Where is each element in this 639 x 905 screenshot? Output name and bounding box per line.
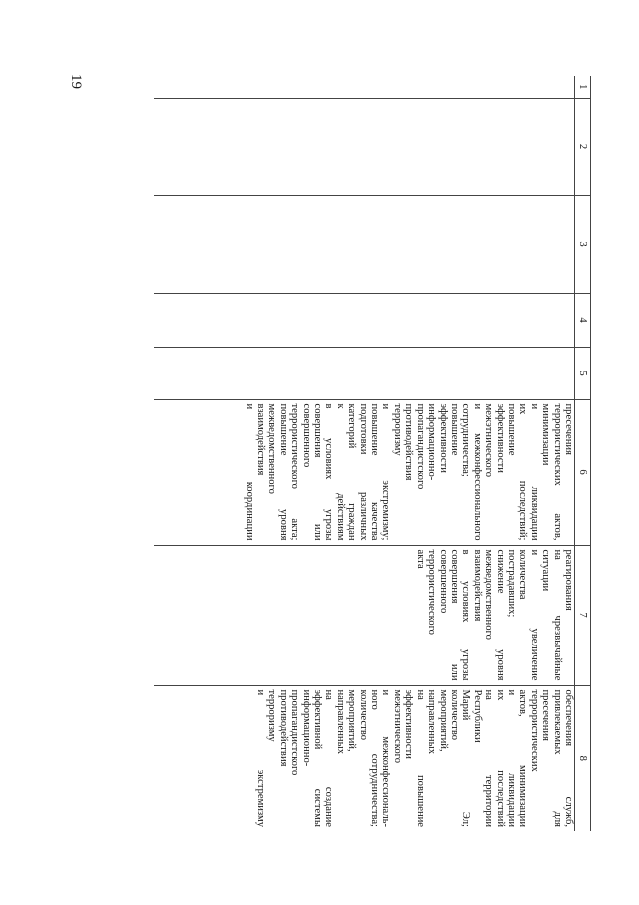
- cell-text-line: эффективной системы: [312, 689, 324, 827]
- cell-text-line: Марий Эл;: [460, 689, 472, 827]
- column-number-6: 6: [575, 399, 591, 545]
- cell-text-line: на чрезвычайные: [551, 549, 563, 681]
- cell-text-line: межведомственного: [483, 549, 495, 640]
- cell-text-line: в условиях угрозы: [460, 549, 472, 681]
- column-number-2: 2: [575, 98, 591, 195]
- cell-text-line: эффективности: [437, 403, 449, 473]
- cell-text-line: информационно-: [300, 689, 312, 767]
- cell-text-line: межведомственного: [266, 403, 278, 494]
- column-number-1: 1: [575, 76, 591, 98]
- cell-text-line: террористических актов,: [551, 403, 563, 541]
- cell-text-line: к действиям: [334, 403, 346, 541]
- cell-col-3: [154, 195, 575, 293]
- cell-text-line: повышение: [505, 403, 517, 456]
- cell-text-line: обеспечения служб,: [563, 689, 574, 827]
- cell-text-line: совершенного: [437, 549, 449, 614]
- col6-text: [243, 404, 574, 541]
- cell-text-line: пропагандистского: [289, 689, 301, 776]
- cell-text-line: противодействия: [277, 689, 289, 767]
- cell-text-line: их последствий;: [517, 403, 529, 541]
- column-number-8: 8: [575, 685, 591, 831]
- cell-text-line: категорий граждан: [346, 403, 358, 541]
- cell-text-line: минимизации: [540, 403, 552, 466]
- cell-text-line: эффективности: [494, 403, 506, 473]
- cell-text-line: на создание: [323, 689, 335, 827]
- cell-text-line: пресечения: [540, 689, 552, 741]
- cell-text-line: мероприятий,: [346, 689, 358, 752]
- cell-text-line: Республики: [471, 689, 483, 743]
- cell-text-line: совершения или: [312, 403, 324, 541]
- cell-text-line: и экстремизму;: [380, 403, 392, 541]
- cell-text-line: террористического акта;: [289, 403, 301, 541]
- cell-text-line: актов, минимизации: [517, 689, 529, 827]
- cell-text-line: на повышение: [414, 689, 426, 827]
- program-table: [154, 76, 591, 831]
- cell-text-line: взаимодействия: [471, 549, 483, 622]
- cell-text-line: их последствий: [494, 689, 506, 827]
- cell-text-line: подготовки различных: [357, 403, 369, 541]
- column-number-4: 4: [575, 293, 591, 347]
- cell-text-line: реагирования: [563, 549, 574, 611]
- cell-text-line: повышение уровня: [277, 403, 289, 541]
- cell-text-line: привлекаемых для: [551, 689, 563, 827]
- cell-text-line: террористических: [528, 689, 540, 772]
- column-number-row: [575, 76, 591, 831]
- cell-text-line: в условиях угрозы: [323, 403, 335, 541]
- cell-text-line: противодействия: [403, 403, 415, 481]
- cell-text-line: и увеличение: [528, 549, 540, 681]
- cell-col-5: [154, 347, 575, 399]
- page-number: 19: [68, 74, 84, 89]
- cell-text-line: повышение качества: [369, 403, 381, 541]
- cell-text-line: и межконфессиональ-: [380, 689, 392, 827]
- cell-col-2: [154, 98, 575, 195]
- cell-text-line: снижение уровня: [494, 549, 506, 681]
- cell-text-line: и координации: [243, 403, 255, 541]
- cell-text-line: терроризму: [391, 403, 403, 456]
- col7-text: [414, 550, 574, 681]
- cell-text-line: и ликвидации: [505, 689, 517, 827]
- cell-text-line: направленных: [334, 689, 346, 755]
- cell-col-7: [154, 545, 575, 685]
- column-number-7: 7: [575, 545, 591, 685]
- cell-text-line: ного сотрудничества;: [369, 689, 381, 827]
- cell-text-line: количество: [357, 689, 369, 741]
- cell-col-6: [154, 399, 575, 545]
- cell-text-line: количества: [517, 549, 529, 600]
- cell-col-1: [154, 76, 575, 98]
- cell-text-line: терроризму: [266, 689, 278, 742]
- cell-text-line: взаимодействия: [255, 403, 267, 476]
- cell-text-line: пострадавших;: [505, 549, 517, 618]
- cell-text-line: и ликвидации: [528, 403, 540, 541]
- cell-text-line: информационно-: [426, 403, 438, 481]
- rotated-table-container: [136, 76, 591, 831]
- col8-text: [255, 690, 574, 828]
- cell-text-line: направленных: [426, 689, 438, 755]
- cell-text-line: и межконфессионального: [471, 403, 483, 541]
- cell-text-line: ситуации: [540, 549, 552, 592]
- cell-text-line: террористического: [426, 549, 438, 635]
- cell-text-line: количество: [448, 689, 460, 741]
- cell-text-line: на территории: [483, 689, 495, 827]
- column-number-5: 5: [575, 347, 591, 399]
- cell-text-line: повышение: [448, 403, 460, 456]
- cell-text-line: мероприятий,: [437, 689, 449, 752]
- cell-col-8: [154, 685, 575, 831]
- cell-text-line: акта: [414, 549, 426, 569]
- column-number-3: 3: [575, 195, 591, 293]
- cell-col-4: [154, 293, 575, 347]
- cell-text-line: совершенного: [300, 403, 312, 468]
- cell-text-line: межэтнического: [391, 689, 403, 764]
- cell-text-line: и экстремизму: [255, 689, 267, 827]
- cell-text-line: пропагандистского: [414, 403, 426, 490]
- cell-text-line: сотрудничества;: [460, 403, 472, 477]
- cell-text-line: пресечения: [563, 403, 574, 455]
- table-row: [154, 76, 575, 831]
- cell-text-line: совершения или: [448, 549, 460, 681]
- cell-text-line: межэтнического: [483, 403, 495, 478]
- cell-text-line: эффективности: [403, 689, 415, 759]
